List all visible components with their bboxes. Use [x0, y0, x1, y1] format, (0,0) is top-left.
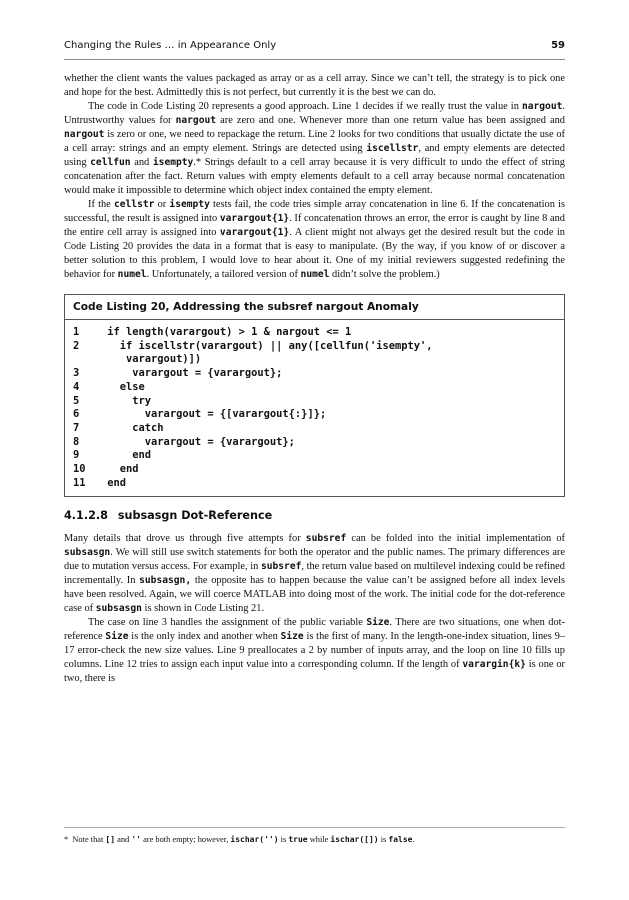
paragraph-4: Many details that drove us through five attempts for subsref can be folded into the initial implementation of subsasgn. We will still use switch statements for both the operator and the public names. The primary differences are due to mutation versus access. For example, in subsref, the return value based on multilevel indexing could be refined incrementally. In subsasgn, the opposite has to happen because the value can’t be assigned before all index levels have been resolved. Again, we will coerce MATLAB into doing most of the work. The initial code for the dot-reference case of subsasgn is shown in Code Listing 21. — [64, 533, 566, 615]
page-number: 59 — [551, 40, 565, 51]
footnote: * Note that [] and '' are both empty; however, ischar('') is true while ischar([]) is false. — [64, 835, 415, 844]
code-line: 1 if length(varargout) > 1 & nargout <= 1 — [73, 326, 352, 338]
code-line: 7 catch — [73, 421, 164, 434]
code-line: 6 varargout = {[varargout{:}]}; — [73, 408, 327, 421]
code-listing-title: Code Listing 20, Addressing the subsref nargout Anomaly — [65, 301, 564, 320]
paragraph-2: The code in Code Listing 20 represents a good approach. Line 1 decides if we really trust the value in nargout. Untrustworthy values for nargout are zero and one. Whenever more than one return value has been assigned and nargout is zero or one, we need to repackage the return. Line 2 looks for two conditions that usually dictate the use of a cell array: strings and an empty element. Strings are detected using iscellstr, and empty elements are detected using cellfun and isempty.* Strings default to a cell array because it is very difficult to undo the effect of string concatenation after the fact. Return values with empty elements default to a cell array because normal concatenation would make it impossible to determine which object index contained the empty element. — [64, 101, 565, 196]
code-line: 11 end — [73, 476, 127, 489]
header-rule — [64, 59, 565, 60]
paragraph-1: whether the client wants the values packaged as array or as a cell array. Since we can’t tell, the strategy is to pick one and hope for the best. Admittedly this is not perfect, but currently it is the best we can do. — [64, 73, 565, 98]
code-lines — [73, 326, 556, 490]
footnote-rule — [64, 827, 565, 828]
paragraph-5: The case on line 3 handles the assignment of the public variable Size. There are two situations, one when dot-reference Size is the only index and another when Size is the first of many. In the length-one-index situation, lines 9–17 error-check the new size values. Line 9 preallocates a 2 by number of inputs array, and the loop on line 10 fills up columns. Line 12 tries to assign each input value into a corresponding column. If the length of varargin{k} is one or two, there is — [64, 617, 565, 685]
code-line: 8 varargout = {varargout}; — [73, 435, 295, 448]
running-head — [64, 40, 565, 51]
code-line: 10 end — [73, 463, 139, 476]
section-title: subsasgn Dot-Reference — [117, 509, 273, 523]
code-line: varargout)]) — [101, 353, 202, 366]
section-number: 4.1.2.8 — [64, 509, 108, 523]
running-title: Changing the Rules … in Appearance Only — [64, 40, 277, 51]
code-line: 9 end — [73, 449, 152, 462]
code-line: 5 try — [73, 394, 152, 407]
code-listing — [64, 294, 565, 497]
page — [64, 40, 565, 686]
code-line: 2 if iscellstr(varargout) || any([cellfun('isempty', — [73, 339, 433, 352]
section-heading — [64, 509, 565, 522]
paragraph-3: If the cellstr or isempty tests fail, the code tries simple array concatenation in line 6. If the concatenation is successful, the result is assigned into varargout{1}. If concatenation throws an error, the error is caught by line 8 and the entire cell array is assigned into varargout{1}. A client might not always get the desired result but the code in Code Listing 20 provides the data in a format that is easy to manipulate. (By the way, if you know of or discover a better solution to this problem, I would love to hear about it. One of my initial reviewers suggested redefining the behavior for numel. Unfortunately, a tailored version of numel didn’t solve the problem.) — [64, 199, 566, 280]
code-line: 3 varargout = {varargout}; — [73, 367, 283, 380]
code-line: 4 else — [73, 380, 145, 393]
